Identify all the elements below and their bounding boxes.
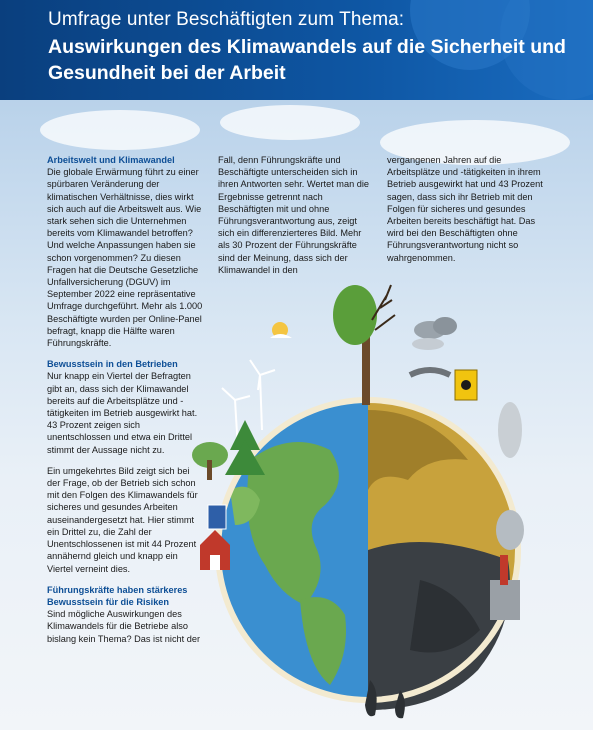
pipe-icon [410,370,450,375]
cloud-icon [412,338,444,350]
climate-globe-illustration [190,260,593,730]
radiation-barrel-icon [455,370,477,400]
paragraph: Ein umgekehrtes Bild zeigt sich bei der Frage, ob der Betrieb sich schon mit den Folgen des Klimawandels für sicheres und gesundes Arbeiten auseinandergesetzt hat. Hier stimmt ein Drittel zu, die Zahl der Unentschlossenen ist mit 44 Prozent annähernd gleich und knapp ein Viertel verneint dies. [47,465,198,574]
tree-icon [192,442,228,480]
smoke-icon [498,402,522,458]
header-banner [0,0,593,100]
wind-turbine-icon [250,360,275,430]
cloud [220,105,360,140]
paragraph: Nur knapp ein Viertel der Befragten gibt an, dass sich der Klimawandel bereits auf die Arbeitsplätze und -tätigkeiten im Betrieb ausgewirkt hat. 43 Prozent zeigen sich unentschlossen und etwa ein Drittel stimmt der Aussage nicht zu. [47,371,198,455]
storm-cloud-icon [414,317,457,339]
page-title: Auswirkungen des Klimawandels auf die Sicherheit und Gesundheit bei der Arbeit [48,36,566,84]
text-column-1 [47,154,204,654]
text-column-3 [387,154,544,273]
section-heading: Arbeitswelt und Klimawandel [47,155,175,165]
tree-icon [333,285,377,405]
page-subtitle: Umfrage unter Beschäftigten zum Thema: [48,9,405,30]
paragraph: vergangenen Jahren auf die Arbeitsplätze und -tätigkeiten in ihrem Betrieb ausgewirkt hat und 43 Prozent sagen, dass sich ihr Betrieb mit den Folgen für sicheres und gesundes Arbeiten bereits beschäftigt hat. Das wird bei den Beschäftigten ohne Führungsverantwortung nicht so wahrgenommen. [387,155,543,263]
paragraph: Die globale Erwärmung führt zu einer spürbaren Veränderung der klimatischen Verhältnisse, dies wirkt sich auch auf die Arbeitswelt aus. Wie stark sehen sich die Unternehmen bereits vom Klimawandel betroffen? Und welche Anpassungen haben sie schon vorgenommen? Zu diesen Fragen hat die Deutsche Gesetzliche Unfallversicherung (DGUV) im September 2022 eine repräsentative Umfrage durchgeführt. Mehr als 1.000 Beschäftigte wurden per Online-Panel befragt, knapp die Hälfte waren Führungskräfte. [47,167,203,349]
cloud [40,110,200,150]
paragraph: Sind mögliche Auswirkungen des Klimawandels für die Betriebe also bislang kein Thema? Das ist nicht der [47,609,201,644]
section-heading: Führungskräfte haben stärkeres Bewusstsein für die Risiken [47,584,188,607]
section-heading: Bewusstsein in den Betrieben [47,359,178,370]
paragraph: Fall, denn Führungskräfte und Beschäftigte unterscheiden sich in ihren Antworten sehr. Wertet man die Ergebnisse getrennt nach Beschäftigten mit und ohne Führungsverantwortung aus, zeigt sich ein differenzierteres Bild. Mehr als 30 Prozent der Führungskräfte sind der Meinung, dass sich der Klimawandel in den [218,155,369,275]
sun-icon [270,322,292,338]
solar-panel-icon [208,505,226,529]
